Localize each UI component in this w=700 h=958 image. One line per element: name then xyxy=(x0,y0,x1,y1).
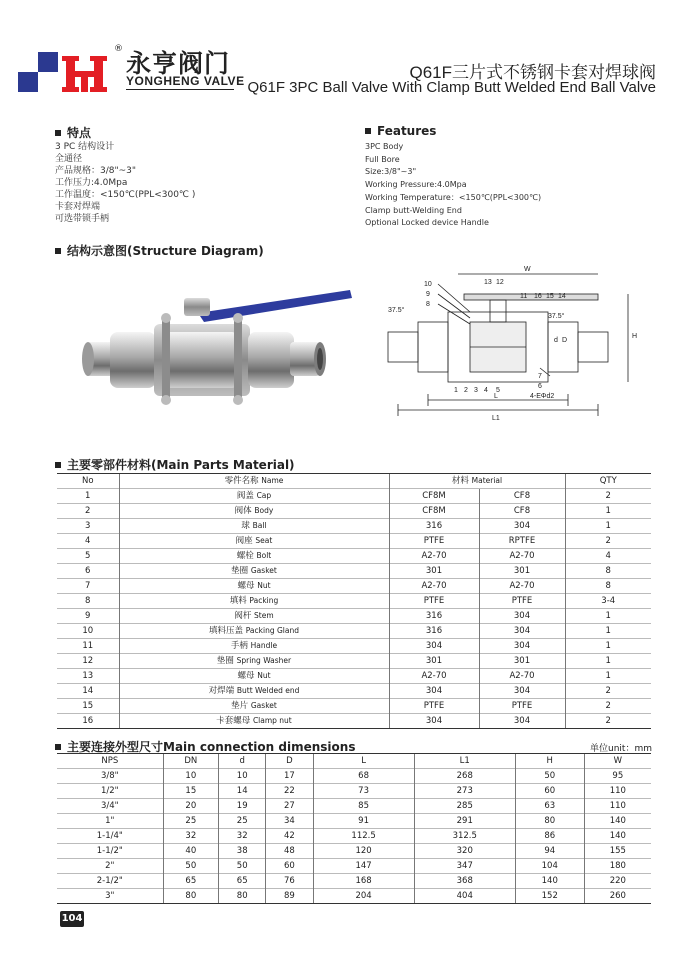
part-num: 15 xyxy=(546,293,554,300)
header-cell: QTY xyxy=(565,474,651,489)
materials-header-row xyxy=(57,474,651,489)
part-num: 14 xyxy=(558,293,566,300)
header-cell: 材料 Material xyxy=(389,474,565,489)
dim-label-w: W xyxy=(524,266,531,273)
part-num: 4 xyxy=(484,387,488,394)
part-num: 10 xyxy=(424,281,432,288)
part-num: 11 xyxy=(520,293,528,300)
structure-diagram xyxy=(358,260,658,440)
dim-label-angle-left: 37.5° xyxy=(388,307,405,314)
table-row: 5 螺栓 Bolt A2-70 A2-70 4 xyxy=(57,549,651,564)
table-row: 3 球 Ball 316 304 1 xyxy=(57,519,651,534)
brand-logo-icon xyxy=(18,46,122,96)
registered-mark: ® xyxy=(114,44,123,54)
table-row: 3/4" 20 19 27 85 285 63 110 xyxy=(57,799,651,814)
features-cn-heading: 特点 xyxy=(55,124,91,141)
feature-cn-item: 可选带锁手柄 xyxy=(55,214,110,224)
feature-cn-item: 工作压力:4.0Mpa xyxy=(55,178,128,188)
table-row: 4 阀座 Seat PTFE RPTFE 2 xyxy=(57,534,651,549)
unit-label: 单位unit：mm xyxy=(590,744,652,754)
part-num: 3 xyxy=(474,387,478,394)
table-row: 10 填料压盖 Packing Gland 316 304 1 xyxy=(57,624,651,639)
feature-cn-item: 工作温度：<150℃(PPL<300℃ ) xyxy=(55,190,196,200)
table-row: 2 阀体 Body CF8M CF8 1 xyxy=(57,504,651,519)
feature-en-item: Clamp butt-Welding End xyxy=(365,205,462,215)
header-cell: No xyxy=(57,474,119,489)
page-title-en: Q61F 3PC Ball Valve With Clamp Butt Welded End Ball Valve xyxy=(247,79,656,96)
feature-en-item: Working Pressure:4.0Mpa xyxy=(365,180,467,190)
brand-name-cn: 永亨阀门 xyxy=(126,49,231,78)
part-num: 1 xyxy=(454,387,458,394)
table-row: 11 手柄 Handle 304 304 1 xyxy=(57,639,651,654)
feature-en-item: Working Temperature：<150℃(PPL<300℃) xyxy=(365,192,542,202)
brand-underline xyxy=(126,89,234,90)
dim-label-holes: 4-EΦd2 xyxy=(530,393,555,400)
ball-valve-photo-icon xyxy=(58,268,358,428)
table-row: 2-1/2" 65 65 76 168 368 140 220 xyxy=(57,874,651,889)
dimensions-header-row: NPS DN d D L L1 H W xyxy=(57,754,651,769)
feature-en-item: Full Bore xyxy=(365,154,400,164)
page-title-cn: Q61F三片式不锈钢卡套对焊球阀 xyxy=(409,63,656,82)
materials-table xyxy=(57,473,651,729)
dim-label-h: H xyxy=(632,333,638,340)
table-row: 8 填料 Packing PTFE PTFE 3-4 xyxy=(57,594,651,609)
dim-label-l: L xyxy=(494,393,498,400)
feature-cn-item: 卡套对焊端 xyxy=(55,202,101,212)
table-row: 3/8" 10 10 17 68 268 50 95 xyxy=(57,769,651,784)
table-row: 14 对焊端 Butt Welded end 304 304 2 xyxy=(57,684,651,699)
table-row: 16 卡套螺母 Clamp nut 304 304 2 xyxy=(57,714,651,729)
features-en-list xyxy=(365,141,541,230)
part-num: 5 xyxy=(496,387,500,394)
feature-en-item: 3PC Body xyxy=(365,142,404,151)
dim-label-d: d xyxy=(554,337,558,344)
table-row: 15 垫片 Gasket PTFE PTFE 2 xyxy=(57,699,651,714)
part-num: 16 xyxy=(534,293,542,300)
part-num: 13 xyxy=(484,279,492,286)
part-num: 7 xyxy=(538,373,542,380)
table-row: 3" 80 80 89 204 404 152 260 xyxy=(57,889,651,904)
table-row: 9 阀杆 Stem 316 304 1 xyxy=(57,609,651,624)
structure-heading: 结构示意图(Structure Diagram) xyxy=(55,242,264,259)
table-row: 1-1/2" 40 38 48 120 320 94 155 xyxy=(57,844,651,859)
table-row: 1" 25 25 34 91 291 80 140 xyxy=(57,814,651,829)
feature-cn-item: 3 PC 结构设计 xyxy=(55,142,115,152)
features-en-heading: Features xyxy=(365,124,436,138)
feature-cn-item: 全通径 xyxy=(55,154,83,164)
table-row: 6 垫圈 Gasket 301 301 8 xyxy=(57,564,651,579)
dim-label-angle-right: 37.5° xyxy=(548,313,565,320)
feature-cn-item: 产品规格：3/8"~3" xyxy=(55,166,137,176)
table-row: 1/2" 15 14 22 73 273 60 110 xyxy=(57,784,651,799)
part-num: 8 xyxy=(426,301,430,308)
feature-en-item: Optional Locked device Handle xyxy=(365,218,489,228)
features-cn-list xyxy=(55,141,195,225)
part-num: 9 xyxy=(426,291,430,298)
header-cell: 零件名称 Name xyxy=(119,474,389,489)
part-num: 12 xyxy=(496,279,504,286)
feature-en-item: Size:3/8"~3" xyxy=(365,167,417,177)
table-row: 7 螺母 Nut A2-70 A2-70 8 xyxy=(57,579,651,594)
dimensions-table xyxy=(57,753,651,904)
table-row: 1-1/4" 32 32 42 112.5 312.5 86 140 xyxy=(57,829,651,844)
table-row: 13 螺母 Nut A2-70 A2-70 1 xyxy=(57,669,651,684)
dim-label-l1: L1 xyxy=(492,415,500,422)
table-row: 2" 50 50 60 147 347 104 180 xyxy=(57,859,651,874)
table-row: 12 垫圈 Spring Washer 301 301 1 xyxy=(57,654,651,669)
page-number: 104 xyxy=(60,911,84,927)
part-num: 6 xyxy=(538,383,542,390)
dim-label-d-outer: D xyxy=(562,337,568,344)
materials-heading: 主要零部件材料(Main Parts Material) xyxy=(55,456,295,473)
table-row: 1 阀盖 Cap CF8M CF8 2 xyxy=(57,489,651,504)
part-num: 2 xyxy=(464,387,468,394)
dimensions-heading: 主要连接外型尺寸Main connection dimensions xyxy=(55,738,355,755)
brand-name-en: YONGHENG VALVE xyxy=(126,74,245,88)
